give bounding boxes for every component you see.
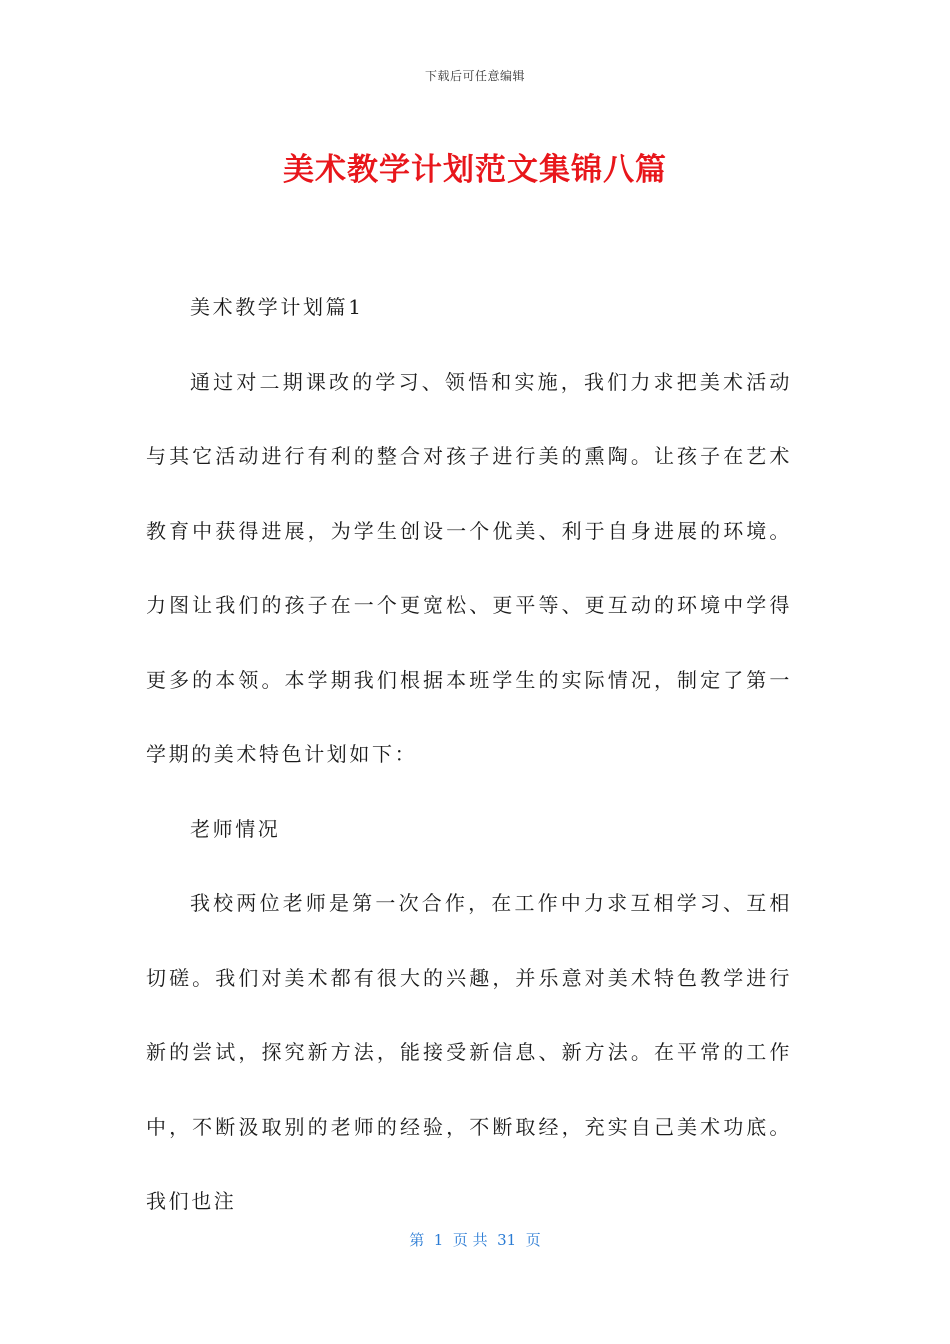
section-heading-teachers: 老师情况: [190, 816, 281, 841]
page-header-note: 下载后可任意编辑: [424, 69, 525, 83]
body-paragraph-intro: 通过对二期课改的学习、领悟和实施，我们力求把美术活动与其它活动进行有利的整合对孩子进行美的熏陶。让孩子在艺术教育中获得进展，为学生创设一个优美、利于自身进展的环境。力图让我们的孩子在一个更宽松、更平等、更互动的环境中学得更多的本领。本学期我们根据本班学生的实际情况，制定了第一学期的美术特色计划如下：: [146, 369, 792, 766]
body-paragraph-teachers: 我校两位老师是第一次合作，在工作中力求互相学习、互相切磋。我们对美术都有很大的兴趣，并乐意对美术特色教学进行新的尝试，探究新方法，能接受新信息、新方法。在平常的工作中，不断汲取别的老师的经验，不断取经，充实自己美术功底。我们也注: [146, 891, 792, 1213]
section-heading-plan-1: 美术教学计划篇1: [190, 295, 364, 319]
page-number-footer: 第 1 页 共 31 页: [409, 1231, 541, 1249]
document-body: [146, 270, 792, 1239]
document-title: 美术教学计划范文集锦八篇: [283, 152, 667, 188]
